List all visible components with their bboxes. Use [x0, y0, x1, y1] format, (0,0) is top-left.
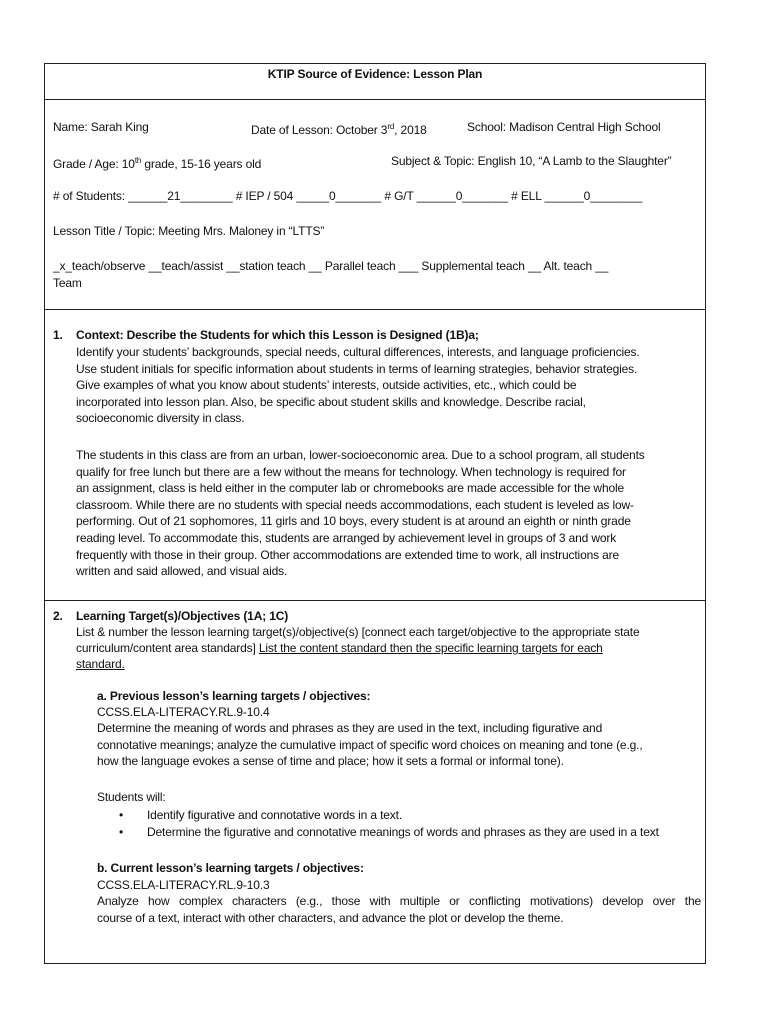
standard-text-line: connotative meanings; analyze the cumulative impact of specific word choices on meaning and tone (e.g.,	[97, 737, 643, 752]
standard-text-line: Determine the meaning of words and phrases as they are used in the text, including figurative and	[97, 721, 603, 735]
bullet-icon: •	[119, 825, 124, 839]
lesson-title: Lesson Title / Topic: Meeting Mrs. Maloney in “LTTS”	[53, 224, 325, 238]
bullet-icon: •	[119, 808, 124, 822]
lesson-date: Date of Lesson: October 3rd, 2018	[251, 122, 427, 137]
students-will-list	[119, 807, 659, 841]
section-2-intro-line-1: List & number the lesson learning target(s)/objective(s) [connect each target/objective to the appropriate state	[76, 625, 640, 639]
prompt-line: Identify your students’ backgrounds, special needs, cultural differences, interests, and language proficiencies.	[76, 345, 640, 359]
section-2-heading: Learning Target(s)/Objectives (1A; 1C)	[76, 609, 289, 623]
current-standard-text	[97, 893, 701, 926]
current-objectives-label: b. Current lesson’s learning targets / objectives:	[97, 861, 364, 875]
standard-text-line: course of a text, interact with other characters, and advance the plot or develop the theme.	[97, 910, 564, 925]
response-line: written and said allowed, and visual aids.	[76, 564, 288, 579]
response-line: performing. Out of 21 sophomores, 11 girls and 10 boys, every student is at around an eighth or ninth grade	[76, 514, 631, 529]
form-title: KTIP Source of Evidence: Lesson Plan	[267, 67, 483, 81]
standard-text-line: how the language evokes a sense of time and place; how it sets a formal or informal tone).	[97, 754, 564, 769]
divider	[45, 309, 705, 310]
previous-standard-code: CCSS.ELA-LITERACY.RL.9-10.4	[97, 705, 270, 719]
student-counts: # of Students: ______21________ # IEP / 504 _____0_______ # G/T ______0_______ # ELL ______0________	[53, 189, 643, 203]
teaching-model-line: _x_teach/observe __teach/assist __station teach __ Parallel teach ___ Supplemental teach __ Alt. teach __	[53, 259, 609, 273]
section-1-number: 1.	[53, 328, 63, 342]
response-line: frequently with those in their group. Other accommodations are extended time to work, all instructions are	[76, 547, 620, 562]
prompt-line: socioeconomic diversity in class.	[76, 411, 245, 426]
prompt-line: Give examples of what you know about students’ interests, outside activities, etc., which could be	[76, 378, 577, 393]
prompt-line: Use student initials for specific information about students in terms of learning strategies, behavior strategies.	[76, 361, 638, 376]
section-1-prompt	[76, 344, 701, 427]
section-2-intro-line-3: standard.	[76, 657, 125, 671]
section-2-number: 2.	[53, 609, 63, 623]
section-1-heading: Context: Describe the Students for which this Lesson is Designed (1B)a;	[76, 328, 479, 342]
response-line: The students in this class are from an urban, lower-socioeconomic area. Due to a school program, all students	[76, 448, 645, 462]
lesson-plan-form	[44, 63, 706, 964]
divider	[45, 600, 705, 601]
response-line: reading level. To accommodate this, students are arranged by achievement level in groups of 3 and work	[76, 530, 617, 545]
current-standard-code: CCSS.ELA-LITERACY.RL.9-10.3	[97, 878, 270, 892]
grade-age: Grade / Age: 10th grade, 15-16 years old	[53, 156, 262, 171]
school-name: School: Madison Central High School	[467, 120, 661, 134]
teacher-name: Name: Sarah King	[53, 120, 149, 134]
response-line: classroom. While there are no students with special needs accommodations, each student is leveled as low-	[76, 497, 634, 512]
previous-standard-text	[97, 720, 701, 770]
previous-objectives-label: a. Previous lesson’s learning targets / objectives:	[97, 689, 371, 703]
subject-topic: Subject & Topic: English 10, “A Lamb to the Slaughter”	[391, 154, 672, 168]
divider	[45, 99, 705, 100]
list-item: • Identify figurative and connotative words in a text.	[119, 808, 403, 822]
response-line: qualify for free lunch but there are a few without the means for technology. When technology is required for	[76, 464, 626, 479]
section-2-intro-line-2: curriculum/content area standards] List the content standard then the specific learning targets for each	[76, 641, 603, 655]
standard-text-line: Analyze how complex characters (e.g., those with multiple or conflicting motivations) develop over the	[97, 894, 701, 908]
students-will-label: Students will:	[97, 790, 166, 804]
teaching-model-line-continued: Team	[53, 276, 82, 290]
list-item: • Determine the figurative and connotative meanings of words and phrases as they are used in a text	[119, 825, 659, 839]
response-line: an assignment, class is held either in the computer lab or chromebooks are made accessible for the whole	[76, 481, 625, 496]
prompt-line: incorporated into lesson plan. Also, be specific about student skills and knowledge. Describe racial,	[76, 394, 586, 409]
section-1-response	[76, 447, 701, 580]
